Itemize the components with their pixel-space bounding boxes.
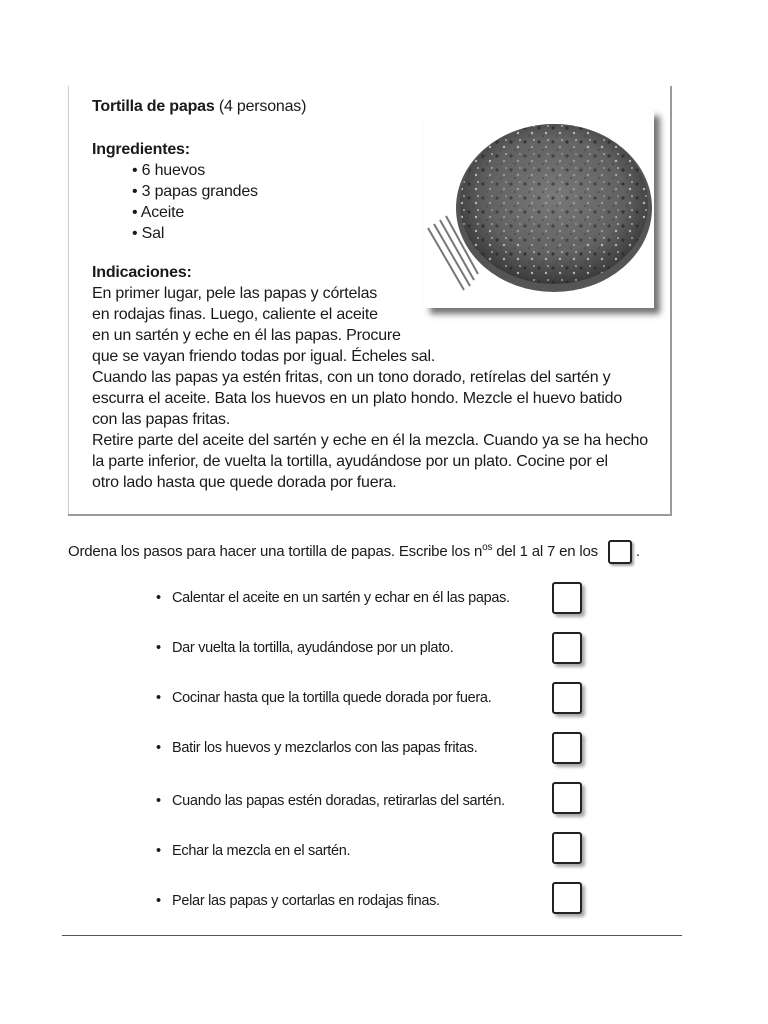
recipe-title: Tortilla de papas (92, 98, 215, 115)
answer-box-4[interactable] (552, 732, 582, 764)
instruction-text-end: del 1 al 7 en los (492, 542, 598, 560)
directions-line: con las papas fritas. (92, 411, 231, 428)
step-text: Dar vuelta la tortilla, ayudándose por un plato. (172, 640, 454, 656)
bullet-icon: • (156, 793, 161, 809)
directions-line: Retire parte del aceite del sartén y eche en él la mezcla. Cuando ya se ha hecho (92, 432, 648, 449)
recipe-servings: (4 personas) (218, 98, 307, 115)
answer-box-2[interactable] (552, 632, 582, 664)
ingredient-item: • Sal (132, 223, 652, 244)
bottom-divider (62, 935, 682, 936)
directions-text (92, 283, 652, 493)
tortilla-illustration (424, 110, 654, 308)
bullet-icon: • (156, 590, 161, 606)
directions-line: en rodajas finas. Luego, caliente el aceite (92, 306, 378, 323)
ingredient-item: • Aceite (132, 202, 652, 223)
step-item (156, 843, 350, 859)
exercise-instruction (68, 540, 640, 564)
directions-line: la parte inferior, de vuelta la tortilla, ayudándose por un plato. Cocine por el (92, 453, 608, 470)
directions-line: en un sartén y eche en él las papas. Procure (92, 327, 401, 344)
step-text: Echar la mezcla en el sartén. (172, 843, 351, 859)
step-text: Batir los huevos y mezclarlos con las papas fritas. (172, 740, 478, 756)
step-item (156, 690, 491, 706)
recipe-box (68, 86, 672, 516)
step-item (156, 893, 440, 909)
answer-box-3[interactable] (552, 682, 582, 714)
instruction-superscript: os (482, 541, 493, 553)
step-text: Pelar las papas y cortarlas en rodajas finas. (172, 893, 440, 909)
instruction-period: . (635, 542, 640, 560)
ingredient-item: • 3 papas grandes (132, 181, 652, 202)
bullet-icon: • (156, 893, 161, 909)
bullet-icon: • (156, 690, 161, 706)
answer-box-1[interactable] (552, 582, 582, 614)
directions-line: En primer lugar, pele las papas y córtelas (92, 285, 378, 302)
directions-line: escurra el aceite. Bata los huevos en un plato hondo. Mezcle el huevo batido (92, 390, 623, 407)
directions-line: Cuando las papas ya estén fritas, con un tono dorado, retírelas del sartén y (92, 369, 611, 386)
bullet-icon: • (156, 740, 161, 756)
answer-box-7[interactable] (552, 882, 582, 914)
directions-line: otro lado hasta que quede dorada por fuera. (92, 474, 397, 491)
answer-box-6[interactable] (552, 832, 582, 864)
step-text: Cocinar hasta que la tortilla quede dorada por fuera. (172, 690, 492, 706)
step-item (156, 640, 453, 656)
instruction-text: Ordena los pasos para hacer una tortilla de papas. Escribe los n (68, 542, 483, 560)
step-text: Calentar el aceite en un sartén y echar en él las papas. (172, 590, 510, 606)
answer-box-5[interactable] (552, 782, 582, 814)
step-item (156, 590, 510, 606)
directions-line: que se vayan friendo todas por igual. Écheles sal. (92, 348, 436, 365)
ingredients-heading: Ingredientes: (92, 141, 190, 158)
bullet-icon: • (156, 843, 161, 859)
ingredient-item: • 6 huevos (132, 160, 652, 181)
bullet-icon: • (156, 640, 161, 656)
tortilla-photo (424, 110, 654, 308)
step-item (156, 740, 477, 756)
step-text: Cuando las papas estén doradas, retirarlas del sartén. (172, 793, 505, 809)
directions-heading: Indicaciones: (92, 264, 192, 281)
step-item (156, 793, 505, 809)
sample-answer-box (608, 540, 632, 564)
